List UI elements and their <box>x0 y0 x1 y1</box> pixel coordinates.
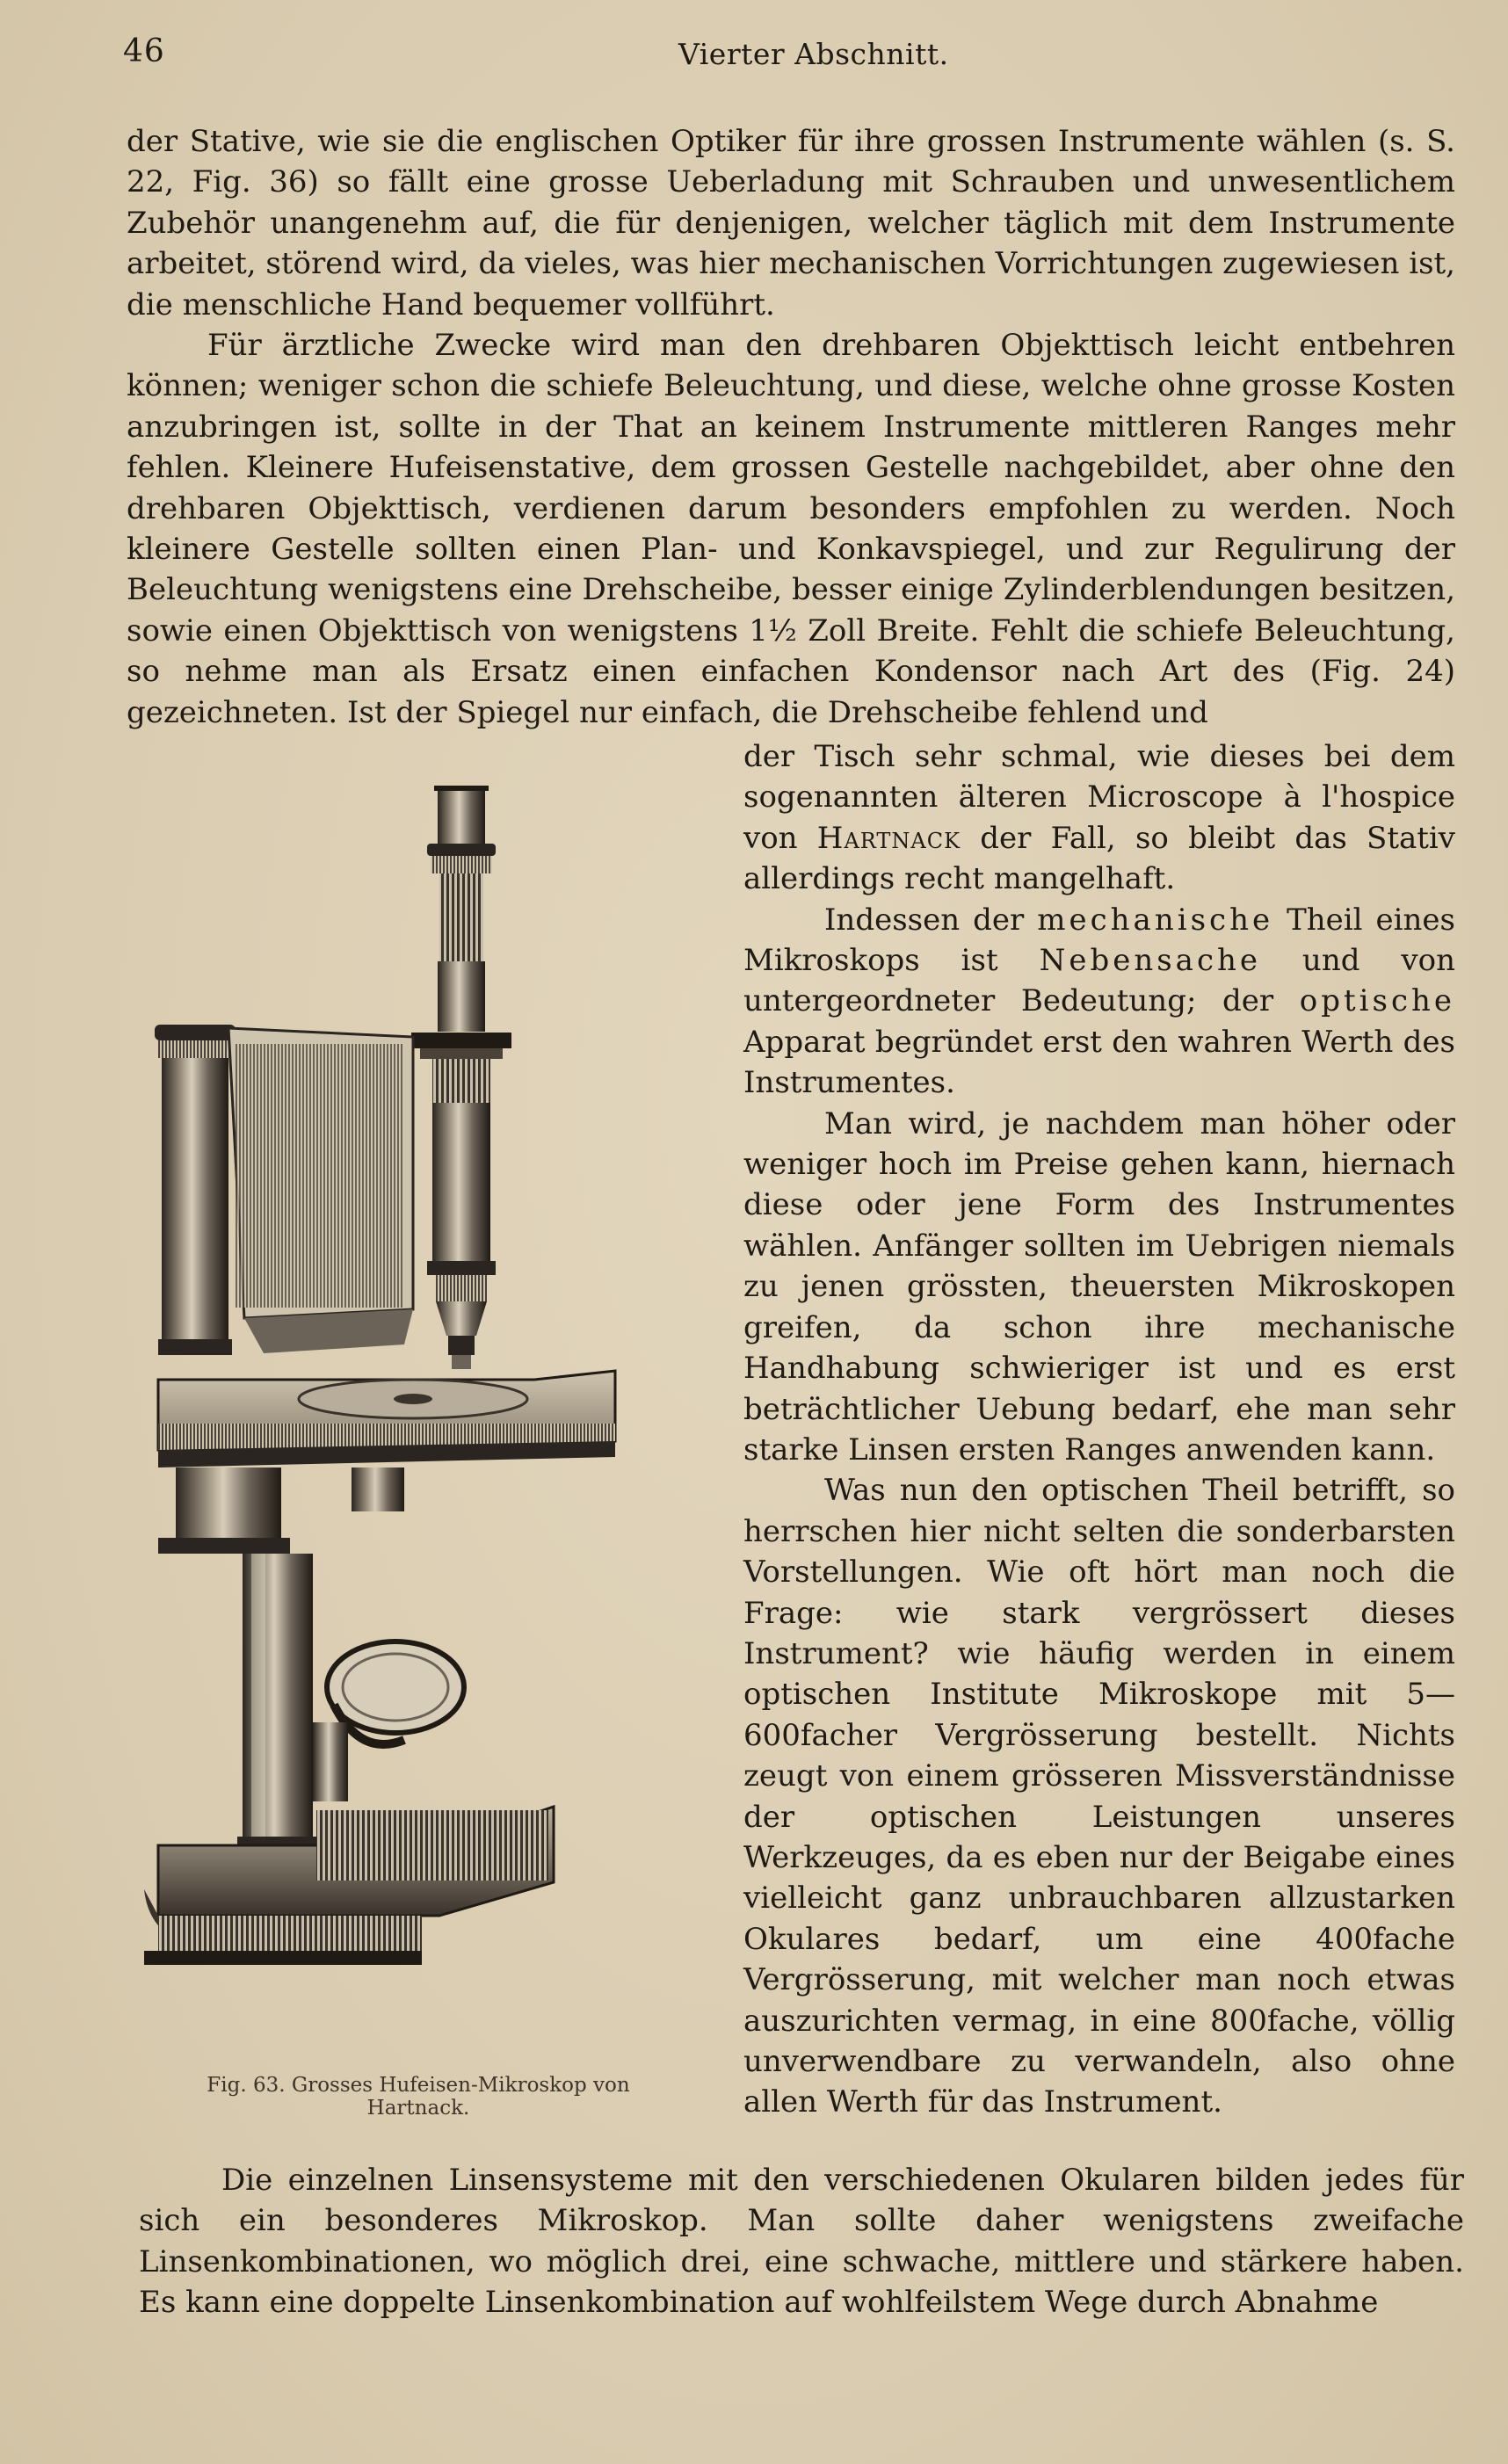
author-name-hartnack: Hartnack <box>816 820 961 856</box>
paragraph-medical-purposes: Für ärztliche Zwecke wird man den drehbaren Objekttisch leicht entbehren können; weniger schon die schiefe Beleuchtung, und diese, welche ohne grosse Kosten anzubringen ist, sollte in der That an keinem Instrumente mittleren Ranges mehr fehlen. Kleinere Hufeisenstative, dem grossen Gestelle nachgebildet, aber ohne den drehbaren Objekttisch, verdienen darum besonders empfohlen zu werden. Noch kleinere Gestelle sollten einen Plan- und Konkavspiegel, und zur Regulirung der Beleuchtung wenigstens eine Drehscheibe, besser einige Zylinderblendungen besitzen, sowie einen Objekttisch von wenigstens 1½ Zoll Breite. Fehlt die schiefe Beleuchtung, so nehme man als Ersatz einen einfachen Kondensor nach Art des (Fig. 24) gezeichneten. Ist der Spiegel nur einfach, die Drehscheibe fehlend und <box>127 328 1455 730</box>
eyepiece <box>427 786 496 1032</box>
page-number: 46 <box>123 33 165 69</box>
paragraph-lens-systems: Die einzelnen Linsensysteme mit den verschiedenen Okularen bilden jedes für sich ein besonderes Mikroskop. Man sollte daher wenigstens zweifache Linsenkombinationen, wo möglich drei, eine schwache, mittlere und stärkere haben. Es kann eine doppelte Linsenkombination auf wohlfeilstem Wege durch Abnahme <box>139 2163 1464 2321</box>
microscope-figure <box>141 773 721 2100</box>
paragraph-table-narrow: der Tisch sehr schmal, wie dieses bei dem sogenannten älteren Microscope à l'hospice von Hartnack der Fall, so bleibt das Stativ allerdings recht mangelhaft. <box>743 739 1456 897</box>
paragraph-price-choice: Man wird, je nachdem man höher oder weniger hoch im Preise gehen kann, hiernach diese oder jene Form des Instrumentes wählen. Anfänger sollten im Uebrigen niemals zu jenen grössten, theuersten Mikroskopen greifen, da schon ihre mechanische Handhabung schwieriger ist und es erst beträchtlicher Uebung bedarf, ehe man sehr starke Linsen ersten Ranges anwenden kann. <box>743 1105 1455 1468</box>
mirror <box>313 1641 464 1801</box>
horseshoe-base <box>144 1807 554 1965</box>
paragraph-optical-part: Was nun den optischen Theil betrifft, so herrschen hier nicht selten die sonderbarsten Vorstellungen. Wie oft hört man noch die Frage: wie stark vergrössert dieses Instrument? wie häufig werden in einem optischen Institute Mikroskope mit 5—600facher Vergrösserung bestellt. Nichts zeugt von einem grösseren Missverständnisse der optischen Leistungen unseres Werkzeuges, da es eben nur der Beigabe eines vielleicht ganz unbrauchbaren allzustarken Okulares bedarf, um eine 400fache Vergrösserung, mit welcher man noch etwas auszurichten vermag, in eine 800fache, völlig unverwendbare zu verwandeln, also ohne allen Werth für das Instrument. <box>743 1473 1455 2120</box>
paragraph-mechanical-part: Indessen der mechanische Theil eines Mikroskops ist Nebensache und von untergeordneter Bedeutung; der optische Apparat begründet erst den wahren Werth des Instrumentes. <box>743 902 1455 1101</box>
stand-column <box>237 1554 320 1854</box>
main-tube <box>411 1033 511 1369</box>
figure-caption: Fig. 63. Grosses Hufeisen-Mikroskop von Hartnack. <box>207 2074 630 2120</box>
page-header <box>123 33 1459 77</box>
emphasis-mechanische: mechanische <box>1037 902 1274 938</box>
running-head: Vierter Abschnitt. <box>678 37 949 71</box>
top-text-block <box>127 121 1455 733</box>
stage <box>158 1371 615 1554</box>
microscope-illustration <box>141 773 721 2065</box>
emphasis-optische: optische <box>1299 983 1455 1019</box>
paragraph-continued: der Stative, wie sie die englischen Optiker für ihre grossen Instrumente wählen (s. S. 22, Fig. 36) so fällt eine grosse Ueberladung mit Schrauben und unwesentlichem Zubehör unangenehm auf, die für denjenigen, welcher täglich mit dem Instrumente arbeitet, störend wird, da vieles, was hier mechanischen Vorrichtungen zugewiesen ist, die menschliche Hand bequemer vollführt. <box>127 124 1455 322</box>
pillar-and-arm <box>155 1025 413 1355</box>
bottom-text-block <box>139 2160 1464 2323</box>
right-column-text <box>743 736 1455 2123</box>
emphasis-nebensache: Nebensache <box>1039 943 1262 979</box>
